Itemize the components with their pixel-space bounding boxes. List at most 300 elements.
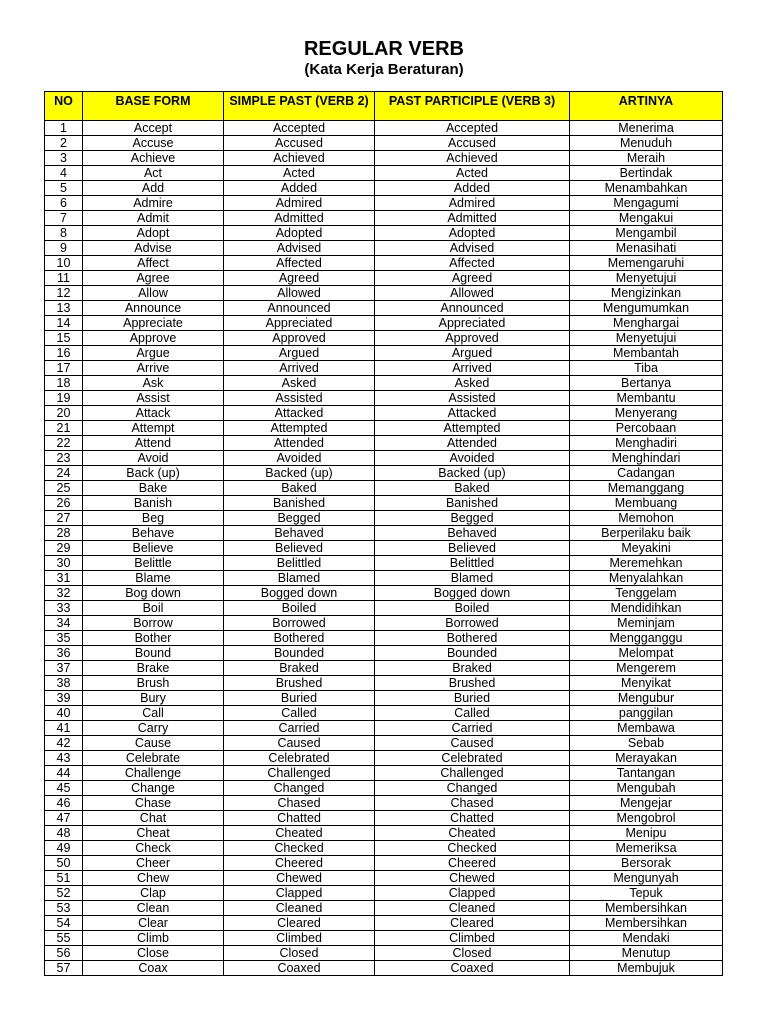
cell-base-form: Call bbox=[83, 706, 224, 721]
cell-base-form: Attack bbox=[83, 406, 224, 421]
cell-past-participle: Attacked bbox=[375, 406, 570, 421]
cell-row-number: 39 bbox=[45, 691, 83, 706]
cell-artinya: Sebab bbox=[570, 736, 723, 751]
cell-past-participle: Accused bbox=[375, 136, 570, 151]
cell-past-participle: Affected bbox=[375, 256, 570, 271]
cell-simple-past: Clapped bbox=[224, 886, 375, 901]
cell-past-participle: Acted bbox=[375, 166, 570, 181]
cell-artinya: Tiba bbox=[570, 361, 723, 376]
table-row bbox=[45, 151, 723, 166]
cell-artinya: Menghargai bbox=[570, 316, 723, 331]
cell-past-participle: Agreed bbox=[375, 271, 570, 286]
cell-past-participle: Argued bbox=[375, 346, 570, 361]
table-row bbox=[45, 886, 723, 901]
cell-artinya: Mengobrol bbox=[570, 811, 723, 826]
cell-past-participle: Called bbox=[375, 706, 570, 721]
cell-base-form: Boil bbox=[83, 601, 224, 616]
table-row bbox=[45, 616, 723, 631]
table-row bbox=[45, 361, 723, 376]
cell-artinya: Menyalahkan bbox=[570, 571, 723, 586]
cell-base-form: Clap bbox=[83, 886, 224, 901]
table-body bbox=[45, 121, 723, 976]
cell-past-participle: Cheated bbox=[375, 826, 570, 841]
cell-row-number: 33 bbox=[45, 601, 83, 616]
cell-row-number: 22 bbox=[45, 436, 83, 451]
cell-artinya: Mengejar bbox=[570, 796, 723, 811]
cell-artinya: Menerima bbox=[570, 121, 723, 136]
table-row bbox=[45, 631, 723, 646]
cell-row-number: 40 bbox=[45, 706, 83, 721]
cell-row-number: 28 bbox=[45, 526, 83, 541]
cell-past-participle: Believed bbox=[375, 541, 570, 556]
cell-simple-past: Acted bbox=[224, 166, 375, 181]
cell-past-participle: Closed bbox=[375, 946, 570, 961]
cell-base-form: Close bbox=[83, 946, 224, 961]
cell-simple-past: Behaved bbox=[224, 526, 375, 541]
cell-base-form: Arrive bbox=[83, 361, 224, 376]
cell-simple-past: Believed bbox=[224, 541, 375, 556]
cell-row-number: 51 bbox=[45, 871, 83, 886]
cell-base-form: Celebrate bbox=[83, 751, 224, 766]
cell-artinya: Menyetujui bbox=[570, 271, 723, 286]
cell-row-number: 36 bbox=[45, 646, 83, 661]
cell-past-participle: Bounded bbox=[375, 646, 570, 661]
table-row bbox=[45, 856, 723, 871]
page-subtitle: (Kata Kerja Beraturan) bbox=[304, 61, 464, 78]
page-title: REGULAR VERB bbox=[303, 38, 464, 60]
cell-past-participle: Announced bbox=[375, 301, 570, 316]
cell-simple-past: Chatted bbox=[224, 811, 375, 826]
cell-simple-past: Attempted bbox=[224, 421, 375, 436]
cell-row-number: 38 bbox=[45, 676, 83, 691]
table-row bbox=[45, 376, 723, 391]
cell-past-participle: Cleared bbox=[375, 916, 570, 931]
cell-past-participle: Behaved bbox=[375, 526, 570, 541]
cell-base-form: Belittle bbox=[83, 556, 224, 571]
cell-row-number: 17 bbox=[45, 361, 83, 376]
cell-row-number: 8 bbox=[45, 226, 83, 241]
cell-simple-past: Affected bbox=[224, 256, 375, 271]
cell-base-form: Clear bbox=[83, 916, 224, 931]
cell-artinya: Meraih bbox=[570, 151, 723, 166]
cell-base-form: Coax bbox=[83, 961, 224, 976]
cell-past-participle: Appreciated bbox=[375, 316, 570, 331]
cell-artinya: Bertindak bbox=[570, 166, 723, 181]
cell-simple-past: Added bbox=[224, 181, 375, 196]
table-row bbox=[45, 436, 723, 451]
cell-base-form: Attempt bbox=[83, 421, 224, 436]
cell-past-participle: Banished bbox=[375, 496, 570, 511]
cell-artinya: Memengaruhi bbox=[570, 256, 723, 271]
cell-artinya: Menambahkan bbox=[570, 181, 723, 196]
cell-row-number: 25 bbox=[45, 481, 83, 496]
cell-row-number: 1 bbox=[45, 121, 83, 136]
cell-base-form: Admire bbox=[83, 196, 224, 211]
cell-row-number: 49 bbox=[45, 841, 83, 856]
cell-simple-past: Cleared bbox=[224, 916, 375, 931]
cell-past-participle: Borrowed bbox=[375, 616, 570, 631]
table-row bbox=[45, 571, 723, 586]
table-header bbox=[45, 92, 723, 121]
cell-base-form: Bake bbox=[83, 481, 224, 496]
cell-past-participle: Baked bbox=[375, 481, 570, 496]
table-row bbox=[45, 751, 723, 766]
header-row bbox=[45, 92, 723, 121]
cell-artinya: Menipu bbox=[570, 826, 723, 841]
column-header-no: NO bbox=[45, 92, 83, 121]
cell-base-form: Chat bbox=[83, 811, 224, 826]
cell-artinya: Tenggelam bbox=[570, 586, 723, 601]
cell-row-number: 13 bbox=[45, 301, 83, 316]
cell-base-form: Achieve bbox=[83, 151, 224, 166]
cell-past-participle: Boiled bbox=[375, 601, 570, 616]
cell-simple-past: Buried bbox=[224, 691, 375, 706]
cell-simple-past: Accepted bbox=[224, 121, 375, 136]
cell-base-form: Brake bbox=[83, 661, 224, 676]
table-row bbox=[45, 271, 723, 286]
cell-past-participle: Arrived bbox=[375, 361, 570, 376]
table-row bbox=[45, 241, 723, 256]
cell-artinya: Mengakui bbox=[570, 211, 723, 226]
cell-base-form: Assist bbox=[83, 391, 224, 406]
table-row bbox=[45, 496, 723, 511]
cell-row-number: 43 bbox=[45, 751, 83, 766]
table-row bbox=[45, 256, 723, 271]
cell-artinya: Mengerem bbox=[570, 661, 723, 676]
table-row bbox=[45, 511, 723, 526]
cell-base-form: Ask bbox=[83, 376, 224, 391]
cell-artinya: Membantu bbox=[570, 391, 723, 406]
cell-artinya: Mengunyah bbox=[570, 871, 723, 886]
table-row bbox=[45, 586, 723, 601]
cell-row-number: 55 bbox=[45, 931, 83, 946]
cell-simple-past: Changed bbox=[224, 781, 375, 796]
table-row bbox=[45, 961, 723, 976]
cell-artinya: Memohon bbox=[570, 511, 723, 526]
table-row bbox=[45, 916, 723, 931]
cell-artinya: Mengubur bbox=[570, 691, 723, 706]
cell-artinya: Meremehkan bbox=[570, 556, 723, 571]
cell-past-participle: Chatted bbox=[375, 811, 570, 826]
cell-simple-past: Arrived bbox=[224, 361, 375, 376]
table-row bbox=[45, 676, 723, 691]
cell-simple-past: Braked bbox=[224, 661, 375, 676]
cell-simple-past: Chewed bbox=[224, 871, 375, 886]
cell-simple-past: Called bbox=[224, 706, 375, 721]
cell-past-participle: Bothered bbox=[375, 631, 570, 646]
table-row bbox=[45, 211, 723, 226]
cell-past-participle: Cheered bbox=[375, 856, 570, 871]
cell-artinya: Menuduh bbox=[570, 136, 723, 151]
cell-simple-past: Cleaned bbox=[224, 901, 375, 916]
cell-past-participle: Accepted bbox=[375, 121, 570, 136]
cell-base-form: Avoid bbox=[83, 451, 224, 466]
cell-simple-past: Baked bbox=[224, 481, 375, 496]
column-header-past-participle: PAST PARTICIPLE (VERB 3) bbox=[375, 92, 570, 121]
table-row bbox=[45, 901, 723, 916]
cell-simple-past: Caused bbox=[224, 736, 375, 751]
cell-simple-past: Challenged bbox=[224, 766, 375, 781]
cell-artinya: Membawa bbox=[570, 721, 723, 736]
cell-simple-past: Cheated bbox=[224, 826, 375, 841]
table-row bbox=[45, 736, 723, 751]
cell-artinya: Menghindari bbox=[570, 451, 723, 466]
cell-artinya: Memanggang bbox=[570, 481, 723, 496]
cell-past-participle: Avoided bbox=[375, 451, 570, 466]
cell-simple-past: Closed bbox=[224, 946, 375, 961]
cell-row-number: 10 bbox=[45, 256, 83, 271]
cell-past-participle: Adopted bbox=[375, 226, 570, 241]
verb-table bbox=[44, 91, 723, 976]
cell-row-number: 52 bbox=[45, 886, 83, 901]
cell-base-form: Beg bbox=[83, 511, 224, 526]
cell-base-form: Attend bbox=[83, 436, 224, 451]
cell-past-participle: Bogged down bbox=[375, 586, 570, 601]
cell-row-number: 32 bbox=[45, 586, 83, 601]
cell-past-participle: Approved bbox=[375, 331, 570, 346]
table-row bbox=[45, 661, 723, 676]
cell-row-number: 2 bbox=[45, 136, 83, 151]
cell-artinya: Mengubah bbox=[570, 781, 723, 796]
table-row bbox=[45, 781, 723, 796]
cell-row-number: 4 bbox=[45, 166, 83, 181]
cell-simple-past: Admitted bbox=[224, 211, 375, 226]
cell-row-number: 18 bbox=[45, 376, 83, 391]
cell-base-form: Agree bbox=[83, 271, 224, 286]
cell-row-number: 23 bbox=[45, 451, 83, 466]
cell-artinya: Percobaan bbox=[570, 421, 723, 436]
cell-base-form: Chew bbox=[83, 871, 224, 886]
cell-past-participle: Coaxed bbox=[375, 961, 570, 976]
cell-past-participle: Assisted bbox=[375, 391, 570, 406]
cell-simple-past: Asked bbox=[224, 376, 375, 391]
cell-artinya: Berperilaku baik bbox=[570, 526, 723, 541]
cell-past-participle: Brushed bbox=[375, 676, 570, 691]
cell-artinya: Memeriksa bbox=[570, 841, 723, 856]
cell-base-form: Act bbox=[83, 166, 224, 181]
cell-past-participle: Challenged bbox=[375, 766, 570, 781]
cell-base-form: Bother bbox=[83, 631, 224, 646]
cell-base-form: Approve bbox=[83, 331, 224, 346]
cell-base-form: Borrow bbox=[83, 616, 224, 631]
cell-artinya: Menasihati bbox=[570, 241, 723, 256]
table-row bbox=[45, 286, 723, 301]
cell-base-form: Cheer bbox=[83, 856, 224, 871]
cell-past-participle: Blamed bbox=[375, 571, 570, 586]
column-header-artinya: ARTINYA bbox=[570, 92, 723, 121]
table-row bbox=[45, 541, 723, 556]
cell-simple-past: Climbed bbox=[224, 931, 375, 946]
cell-simple-past: Cheered bbox=[224, 856, 375, 871]
cell-base-form: Argue bbox=[83, 346, 224, 361]
cell-simple-past: Backed (up) bbox=[224, 466, 375, 481]
cell-simple-past: Admired bbox=[224, 196, 375, 211]
cell-simple-past: Announced bbox=[224, 301, 375, 316]
cell-row-number: 26 bbox=[45, 496, 83, 511]
cell-simple-past: Argued bbox=[224, 346, 375, 361]
cell-base-form: Admit bbox=[83, 211, 224, 226]
cell-past-participle: Asked bbox=[375, 376, 570, 391]
cell-artinya: Menyikat bbox=[570, 676, 723, 691]
cell-row-number: 31 bbox=[45, 571, 83, 586]
cell-row-number: 50 bbox=[45, 856, 83, 871]
cell-base-form: Adopt bbox=[83, 226, 224, 241]
cell-past-participle: Chased bbox=[375, 796, 570, 811]
cell-artinya: panggilan bbox=[570, 706, 723, 721]
cell-base-form: Behave bbox=[83, 526, 224, 541]
cell-row-number: 34 bbox=[45, 616, 83, 631]
table-row bbox=[45, 226, 723, 241]
cell-past-participle: Changed bbox=[375, 781, 570, 796]
cell-row-number: 57 bbox=[45, 961, 83, 976]
cell-base-form: Bound bbox=[83, 646, 224, 661]
table-row bbox=[45, 121, 723, 136]
cell-row-number: 15 bbox=[45, 331, 83, 346]
cell-simple-past: Bogged down bbox=[224, 586, 375, 601]
cell-artinya: Mendidihkan bbox=[570, 601, 723, 616]
table-row bbox=[45, 136, 723, 151]
cell-simple-past: Blamed bbox=[224, 571, 375, 586]
cell-past-participle: Allowed bbox=[375, 286, 570, 301]
cell-row-number: 24 bbox=[45, 466, 83, 481]
cell-past-participle: Climbed bbox=[375, 931, 570, 946]
table-row bbox=[45, 406, 723, 421]
cell-artinya: Melompat bbox=[570, 646, 723, 661]
cell-past-participle: Buried bbox=[375, 691, 570, 706]
cell-artinya: Membujuk bbox=[570, 961, 723, 976]
cell-row-number: 9 bbox=[45, 241, 83, 256]
cell-row-number: 5 bbox=[45, 181, 83, 196]
cell-base-form: Blame bbox=[83, 571, 224, 586]
cell-row-number: 35 bbox=[45, 631, 83, 646]
cell-row-number: 48 bbox=[45, 826, 83, 841]
cell-row-number: 11 bbox=[45, 271, 83, 286]
table-row bbox=[45, 301, 723, 316]
cell-past-participle: Admitted bbox=[375, 211, 570, 226]
table-row bbox=[45, 931, 723, 946]
cell-past-participle: Belittled bbox=[375, 556, 570, 571]
table-row bbox=[45, 871, 723, 886]
table-row bbox=[45, 181, 723, 196]
cell-base-form: Carry bbox=[83, 721, 224, 736]
table-row bbox=[45, 691, 723, 706]
cell-row-number: 41 bbox=[45, 721, 83, 736]
table-row bbox=[45, 721, 723, 736]
table-row bbox=[45, 391, 723, 406]
table-row bbox=[45, 451, 723, 466]
cell-simple-past: Adopted bbox=[224, 226, 375, 241]
cell-artinya: Mengagumi bbox=[570, 196, 723, 211]
table-row bbox=[45, 196, 723, 211]
table-row bbox=[45, 766, 723, 781]
cell-base-form: Appreciate bbox=[83, 316, 224, 331]
table-row bbox=[45, 796, 723, 811]
cell-row-number: 45 bbox=[45, 781, 83, 796]
cell-past-participle: Added bbox=[375, 181, 570, 196]
cell-artinya: Mengumumkan bbox=[570, 301, 723, 316]
cell-base-form: Bury bbox=[83, 691, 224, 706]
cell-artinya: Merayakan bbox=[570, 751, 723, 766]
cell-row-number: 20 bbox=[45, 406, 83, 421]
cell-base-form: Climb bbox=[83, 931, 224, 946]
cell-row-number: 42 bbox=[45, 736, 83, 751]
cell-base-form: Brush bbox=[83, 676, 224, 691]
cell-row-number: 47 bbox=[45, 811, 83, 826]
cell-artinya: Menyerang bbox=[570, 406, 723, 421]
cell-row-number: 16 bbox=[45, 346, 83, 361]
table-row bbox=[45, 556, 723, 571]
cell-artinya: Mengambil bbox=[570, 226, 723, 241]
cell-base-form: Chase bbox=[83, 796, 224, 811]
cell-row-number: 14 bbox=[45, 316, 83, 331]
cell-base-form: Advise bbox=[83, 241, 224, 256]
cell-simple-past: Achieved bbox=[224, 151, 375, 166]
cell-row-number: 3 bbox=[45, 151, 83, 166]
cell-artinya: Tantangan bbox=[570, 766, 723, 781]
cell-simple-past: Avoided bbox=[224, 451, 375, 466]
cell-base-form: Announce bbox=[83, 301, 224, 316]
cell-simple-past: Coaxed bbox=[224, 961, 375, 976]
cell-past-participle: Attended bbox=[375, 436, 570, 451]
cell-row-number: 53 bbox=[45, 901, 83, 916]
cell-past-participle: Begged bbox=[375, 511, 570, 526]
table-row bbox=[45, 166, 723, 181]
cell-base-form: Bog down bbox=[83, 586, 224, 601]
cell-simple-past: Checked bbox=[224, 841, 375, 856]
cell-past-participle: Attempted bbox=[375, 421, 570, 436]
cell-past-participle: Braked bbox=[375, 661, 570, 676]
cell-base-form: Challenge bbox=[83, 766, 224, 781]
cell-artinya: Menutup bbox=[570, 946, 723, 961]
cell-simple-past: Agreed bbox=[224, 271, 375, 286]
table-row bbox=[45, 421, 723, 436]
cell-base-form: Clean bbox=[83, 901, 224, 916]
cell-row-number: 44 bbox=[45, 766, 83, 781]
cell-simple-past: Bounded bbox=[224, 646, 375, 661]
column-header-simple-past: SIMPLE PAST (VERB 2) bbox=[224, 92, 375, 121]
cell-base-form: Accept bbox=[83, 121, 224, 136]
cell-simple-past: Attacked bbox=[224, 406, 375, 421]
table-row bbox=[45, 316, 723, 331]
cell-past-participle: Achieved bbox=[375, 151, 570, 166]
cell-simple-past: Brushed bbox=[224, 676, 375, 691]
cell-base-form: Believe bbox=[83, 541, 224, 556]
cell-simple-past: Borrowed bbox=[224, 616, 375, 631]
cell-past-participle: Celebrated bbox=[375, 751, 570, 766]
cell-artinya: Menghadiri bbox=[570, 436, 723, 451]
cell-row-number: 30 bbox=[45, 556, 83, 571]
cell-row-number: 27 bbox=[45, 511, 83, 526]
table-row bbox=[45, 481, 723, 496]
cell-past-participle: Admired bbox=[375, 196, 570, 211]
cell-base-form: Affect bbox=[83, 256, 224, 271]
cell-artinya: Menyetujui bbox=[570, 331, 723, 346]
table-row bbox=[45, 346, 723, 361]
cell-past-participle: Carried bbox=[375, 721, 570, 736]
cell-past-participle: Advised bbox=[375, 241, 570, 256]
table-row bbox=[45, 946, 723, 961]
cell-row-number: 29 bbox=[45, 541, 83, 556]
cell-artinya: Tepuk bbox=[570, 886, 723, 901]
cell-row-number: 46 bbox=[45, 796, 83, 811]
cell-past-participle: Chewed bbox=[375, 871, 570, 886]
cell-simple-past: Approved bbox=[224, 331, 375, 346]
cell-artinya: Cadangan bbox=[570, 466, 723, 481]
table-row bbox=[45, 646, 723, 661]
cell-simple-past: Attended bbox=[224, 436, 375, 451]
table-row bbox=[45, 526, 723, 541]
cell-base-form: Change bbox=[83, 781, 224, 796]
